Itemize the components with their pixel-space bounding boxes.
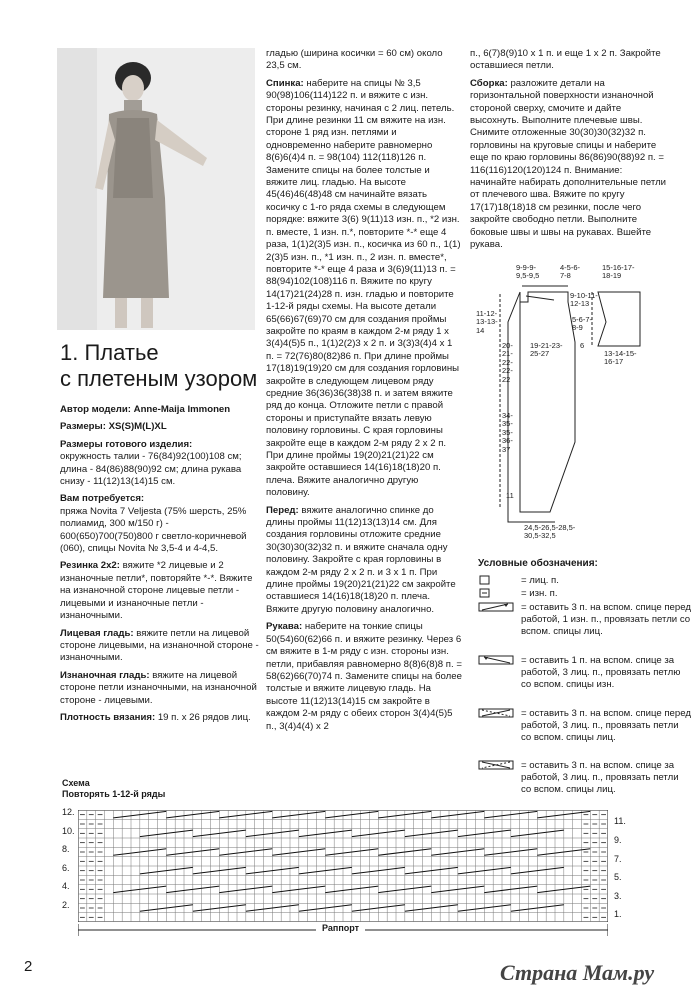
column-2: [266, 48, 462, 738]
dim-sleeve-a: 9-10-11- 12-13: [570, 291, 598, 309]
intro-text: гладью (ширина косички = 60 см) около 23,5 см.: [266, 48, 443, 72]
title-line-2: с плетеным узором: [60, 366, 258, 391]
dim-left-b: 20- 21- 22- 22- 22: [502, 341, 513, 384]
stockinette-head: Лицевая гладь:: [60, 627, 134, 639]
rib-text: вяжите *2 лицевые и 2 изнаночные петли*, повторяйте *-*. Вяжите на изнаночной стороне лицевые петли - лицевыми и изнаночные петли - изнаночными.: [60, 560, 253, 622]
dim-sleeve-c: 6: [580, 341, 585, 350]
chart-title: Схема: [62, 778, 90, 788]
column-3: [470, 48, 670, 257]
sizes: Размеры: XS(S)M(L)XL: [60, 421, 167, 433]
attention-text: Внимание: начинайте набирать дополнительные петли от плечевого шва. Вяжите по кругу 17(17)18(18)18 см резинки, после чего закройте свободно петли. Выполните боковые швы и швы на рукавах. Вшейте рукава.: [470, 164, 667, 251]
dim-left-d: 11: [506, 491, 514, 500]
model-photo: [57, 48, 255, 330]
sleeve-cont: п., 6(7)8(9)10 х 1 п. и еще 1 х 2 п. Закройте оставшиеся петли.: [470, 48, 661, 72]
gauge-text: 19 п. х 26 рядов лиц.: [157, 711, 251, 723]
legend-cable3: = оставить 3 п. на вспом. спице перед работой, 3 лиц. п., провязать петли со вспом. спицы лиц.: [521, 708, 691, 744]
knitting-chart: [78, 810, 608, 927]
legend-cable4: = оставить 3 п. на вспом. спице за работой, 3 лиц. п., провязать петли со вспом. спицы лиц.: [521, 760, 679, 796]
site-watermark: [500, 960, 654, 986]
chart-row-label: 4.: [62, 881, 70, 892]
chart-row-label: 1.: [614, 909, 622, 920]
chart-grid: [78, 810, 608, 922]
cable-3-1-left-icon: [478, 602, 516, 616]
chart-row-label: 9.: [614, 834, 622, 845]
cable-1-3-right-icon: [478, 655, 516, 669]
measurements-head: Размеры готового изделия:: [60, 438, 193, 450]
gauge-head: Плотность вязания:: [60, 711, 156, 723]
chart-repeat-note: Повторять 1-12-й ряды: [62, 789, 166, 799]
purl-symbol-icon: [478, 588, 514, 602]
dim-left-a: 11-12- 13-13- 14: [476, 309, 498, 335]
chart-row-label: 7.: [614, 853, 622, 864]
dim-top-left: 9-9-9- 9,5-9,5: [516, 263, 540, 281]
dim-mid-a: 19-21-23- 25-27: [530, 341, 563, 359]
legend-cable2: = оставить 1 п. на вспом. спице за работой, 3 лиц. п., провязать петлю со вспом. спицы изн.: [521, 655, 681, 691]
chart-row-label: 11.: [614, 816, 626, 827]
assembly-head: Сборка:: [470, 77, 508, 89]
chart-row-label: 10.: [62, 825, 75, 836]
cable-3-3-back-icon: [478, 760, 516, 774]
chart-row-label: 5.: [614, 872, 622, 883]
repeat-label: Раппорт: [316, 923, 365, 933]
legend-head: Условные обозначения:: [478, 558, 598, 569]
chart-row-label: 12.: [62, 807, 75, 817]
chart-heading: [62, 778, 165, 800]
stockinette-text: вяжите петли на лицевой стороне лицевыми, на изнаночной стороне - изнаночными.: [60, 627, 259, 664]
sleeve-text: наберите на тонкие спицы 50(54)60(62)66 п. и вяжите резинку. Через 6 см вяжите в 1-м ряду с изн. стороны изн. петли, прибавляя равномерно 8(8)6(8)8 п. = 58(62)66(70)74 п. Замените спицы на более толстые и вяжите лицевую гладь. На высоте 11(12)13(14)15 см закройте в каждом 2-м ряду с обеих сторон 3(4)4(5)5 п., 3(4)4(4) х 2: [266, 621, 462, 732]
chart-row-label: 2.: [62, 900, 70, 910]
column-1: [60, 404, 260, 729]
legend-knit: = лиц. п.: [521, 575, 559, 586]
dim-sleeve-b: 5-6-7- 8-9: [572, 315, 593, 333]
materials: пряжа Novita 7 Veljesta (75% шерсть, 25% полиамид, 300 м/150 г) - 600(650)700(750)800 г светло-коричневой (060), спицы Novita № 3,5-4 и 4-4,5.: [60, 505, 247, 555]
legend-cable1: = оставить 3 п. на вспом. спице перед работой, 1 изн. п., провязать петли со вспом. спицы лиц.: [521, 602, 691, 638]
chart-row-label: 8.: [62, 844, 70, 855]
title-line-1: 1. Платье: [60, 340, 159, 365]
back-head: Спинка:: [266, 77, 304, 89]
front-head: Перед:: [266, 504, 299, 516]
legend-purl: = изн. п.: [521, 588, 558, 599]
dim-top-right: 15-16-17- 18-19: [602, 263, 635, 281]
front-text: вяжите аналогично спинке до длины проймы 11(12)13(13)14 см. Для создания горловины отложите средние 30(30)30(32)32 п. и вяжите сначала одну половину. Закройте с края горловины в каждом 2-м ряду 2 х 2 п. и 3 х 1 п. При длине проймы 19(20)21(21)22 см закройте оставшиеся 14(16)18(18)20 п. плеча. Вяжите другую половину аналогично.: [266, 504, 456, 615]
back-text: наберите на спицы № 3,5 90(98)106(114)122 п. и вяжите с изн. стороны резинку, начиная с 2 лиц. петель. При длине резинки 11 см вяжите на изн. стороне 1 ряд изн. петлями и одновременно наберите равномерно 8(6)6(4)4 п. = 98(104) 112(118)126 п. Замените спицы на более толстые и вяжите лиц. гладью. На высоте 45(46)46(48)48 см начинайте вязать косичку с 1-го ряда схемы в следующем порядке: вяжите 3(6) 9(11)13 изн. п., *2 изн. п. вместе, 1 изн. п.*, повторите *-* еще 4 раза, 1(1)2(3)5 изн. п., косичка из 60 п., 1(1) 2(3)5 изн. п., *1 изн. п., 2 изн. п. вместе*, повторите *-* еще 4 раза и 3(6)9(11)13 п. = 88(94)102(108)116 п. Вяжите по кругу 14(17)21(24)28 п. изн. гладью и повторите 1-12-й ряды схемы. На высоте детали 65(66)67(69)70 см для создания проймы закройте по краям в каждом 2-м ряду 1 х 3(4)4(5)5 п., 1(1)2(2)3 х 2 п. и 3(3)3(4)4 х 1 п. = 72(76)80(82)86 п. При длине проймы 17(18)19(19)20 см для создания горловины закройте в следующем лицевом ряду средние 36(36)36(38)38 п. и затем вяжите ряд до конца. Отложите петли с правой стороны и приступайте вязать левую половину горловины. С края горловины закройте еще в каждом 2-м ряду 2 х 2 п. При длине проймы 19(20)21(21)22 см закройте оставшиеся 14(16)18(18)20 п. плеча. Вяжите аналогично другую половину.: [266, 77, 461, 499]
materials-head: Вам потребуется:: [60, 493, 145, 505]
dim-top-mid: 4-5-6- 7-8: [560, 263, 581, 281]
dim-sleeve-bottom: 13-14-15- 16-17: [604, 349, 637, 367]
chart-row-label: 3.: [614, 890, 622, 901]
author: Автор модели: Anne-Maija Immonen: [60, 404, 231, 415]
cable-3-3-front-icon: [478, 708, 516, 722]
dim-left-c: 34- 35- 35- 36- 37: [502, 411, 513, 454]
garment-diagram: [476, 262, 680, 552]
repeat-bar: [78, 924, 608, 936]
reverse-text: вяжите на лицевой стороне петли изнаночными, на изнаночной стороне - лицевыми.: [60, 669, 257, 706]
rib-head: Резинка 2х2:: [60, 560, 120, 572]
watermark-text: Страна Мам.ру: [500, 960, 655, 985]
sleeve-head: Рукава:: [266, 621, 303, 633]
measurements: окружность талии - 76(84)92(100)108 см; длина - 84(86)88(90)92 см; длина рукава снизу - 11(12)13(14)15 см.: [60, 451, 242, 488]
assembly-text: разложите детали на горизонтальной поверхности изнаночной стороной сверху, смочите и дайте высохнуть. Выполните плечевые швы. Снимите отложенные 30(30)30(32)32 п. горловины на круговые спицы и наберите еще по краю горловины 86(86)90(88)92 п. = 116(116)120(120)124 п.: [470, 77, 664, 176]
dim-bottom: 24,5-26,5-28,5- 30,5-32,5: [524, 523, 576, 541]
chart-row-label: 6.: [62, 862, 70, 873]
reverse-head: Изнаночная гладь:: [60, 669, 150, 681]
pattern-title: [60, 340, 257, 392]
page-number: 2: [24, 958, 33, 975]
